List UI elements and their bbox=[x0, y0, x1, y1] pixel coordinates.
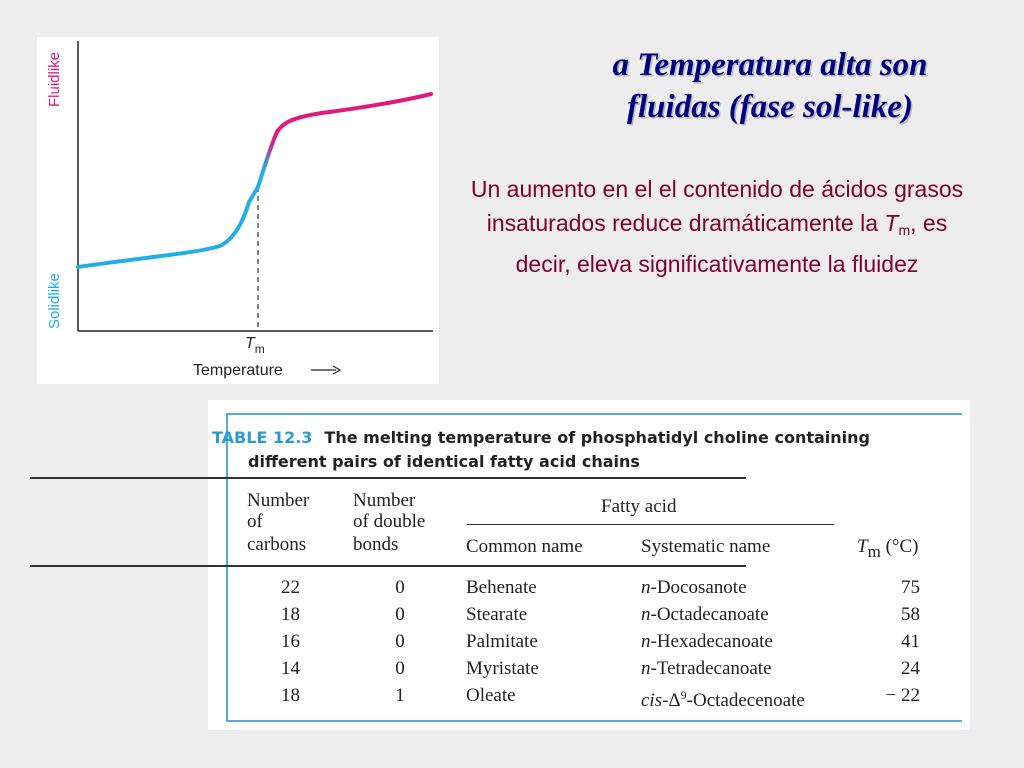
header-double-bonds bbox=[353, 489, 425, 557]
sys-prefix: cis bbox=[641, 690, 663, 711]
cell-common-name: Stearate bbox=[466, 604, 528, 625]
sys-name: -Octadecenoate bbox=[686, 690, 805, 711]
table-caption-line-1: The melting temperature of phosphatidyl choline containing bbox=[324, 428, 870, 447]
cell-double-bonds: 0 bbox=[395, 604, 405, 625]
sys-prefix: n bbox=[641, 604, 651, 625]
cell-carbons: 18 bbox=[281, 685, 300, 706]
cell-systematic-name bbox=[641, 682, 805, 714]
sys-name: -Hexadecanoate bbox=[650, 631, 773, 652]
cell-carbons: 16 bbox=[281, 631, 300, 652]
table-rule-top bbox=[30, 477, 746, 479]
cell-systematic-name bbox=[641, 601, 769, 628]
cell-carbons: 18 bbox=[281, 604, 300, 625]
sys-prefix: n bbox=[641, 631, 651, 652]
table-number-label: TABLE 12.3 bbox=[212, 428, 313, 447]
cell-systematic-name bbox=[641, 655, 772, 682]
sys-delta: -Δ bbox=[662, 690, 681, 711]
cell-carbons: 14 bbox=[281, 658, 300, 679]
x-axis-label: Temperature bbox=[193, 362, 283, 379]
sys-superscript: 9 bbox=[680, 688, 687, 702]
body-tm-symbol: T bbox=[884, 210, 899, 236]
cell-tm: 75 bbox=[901, 577, 920, 598]
cell-tm: − 22 bbox=[885, 685, 920, 706]
table-caption-line-2: different pairs of identical fatty acid chains bbox=[248, 452, 640, 471]
cell-double-bonds: 0 bbox=[395, 658, 405, 679]
cell-systematic-name bbox=[641, 574, 747, 601]
curve-transition bbox=[258, 132, 277, 187]
sys-prefix: n bbox=[641, 658, 651, 679]
curve-solid-region bbox=[78, 187, 258, 267]
header-carbons-line-3: carbons bbox=[247, 534, 307, 555]
header-fatty-acid: Fatty acid bbox=[601, 496, 677, 517]
slide-body-text bbox=[470, 172, 964, 281]
header-tm-symbol: T bbox=[857, 536, 868, 557]
slide-title-line-2: fluidas (fase sol-like) bbox=[627, 89, 913, 125]
cell-tm: 41 bbox=[901, 631, 920, 652]
sys-prefix: n bbox=[641, 577, 651, 598]
slide-title-line-1: a Temperatura alta son bbox=[612, 47, 928, 83]
table-rule-fatty-acid bbox=[467, 524, 834, 525]
cell-tm: 24 bbox=[901, 658, 920, 679]
header-carbons-line-2: of bbox=[247, 511, 263, 532]
cell-carbons: 22 bbox=[281, 577, 300, 598]
y-label-solidlike: Solidlike bbox=[46, 273, 63, 329]
body-text-part-2: , es decir, eleva significativamente la fluidez bbox=[515, 210, 948, 277]
tm-marker-label: $T_m$ bbox=[245, 335, 265, 356]
cell-systematic-name bbox=[641, 628, 773, 655]
slide-title bbox=[490, 44, 1024, 128]
cell-common-name: Oleate bbox=[466, 685, 516, 706]
header-carbons bbox=[247, 489, 309, 557]
header-tm-subscript: m bbox=[867, 541, 881, 561]
cell-common-name: Palmitate bbox=[466, 631, 538, 652]
body-text-part-1: Un aumento en el el contenido de ácidos grasos insaturados reduce dramáticamente la bbox=[470, 176, 964, 236]
cell-double-bonds: 0 bbox=[395, 577, 405, 598]
header-systematic-name: Systematic name bbox=[641, 536, 771, 557]
phase-transition-figure bbox=[37, 37, 439, 384]
y-label-fluidlike: Fluidlike bbox=[46, 51, 63, 107]
body-tm-subscript: m bbox=[898, 222, 911, 238]
header-tm-unit: (°C) bbox=[880, 536, 919, 557]
header-double-bonds-line-1: Number bbox=[353, 490, 416, 511]
cell-double-bonds: 0 bbox=[395, 631, 405, 652]
sys-name: -Tetradecanoate bbox=[650, 658, 772, 679]
cell-common-name: Behenate bbox=[466, 577, 537, 598]
header-common-name: Common name bbox=[466, 536, 583, 557]
header-double-bonds-line-2: of double bbox=[353, 511, 426, 532]
curve-fluid-region bbox=[277, 94, 431, 132]
sys-name: -Docosanote bbox=[650, 577, 747, 598]
header-carbons-line-1: Number bbox=[247, 490, 310, 511]
cell-common-name: Myristate bbox=[466, 658, 539, 679]
cell-double-bonds: 1 bbox=[395, 685, 405, 706]
table-rule-header-bottom bbox=[30, 565, 746, 567]
phase-transition-chart bbox=[37, 37, 439, 384]
cell-tm: 58 bbox=[901, 604, 920, 625]
header-tm bbox=[857, 535, 919, 564]
header-double-bonds-line-3: bonds bbox=[353, 534, 399, 555]
table-caption bbox=[212, 426, 912, 474]
sys-name: -Octadecanoate bbox=[650, 604, 769, 625]
